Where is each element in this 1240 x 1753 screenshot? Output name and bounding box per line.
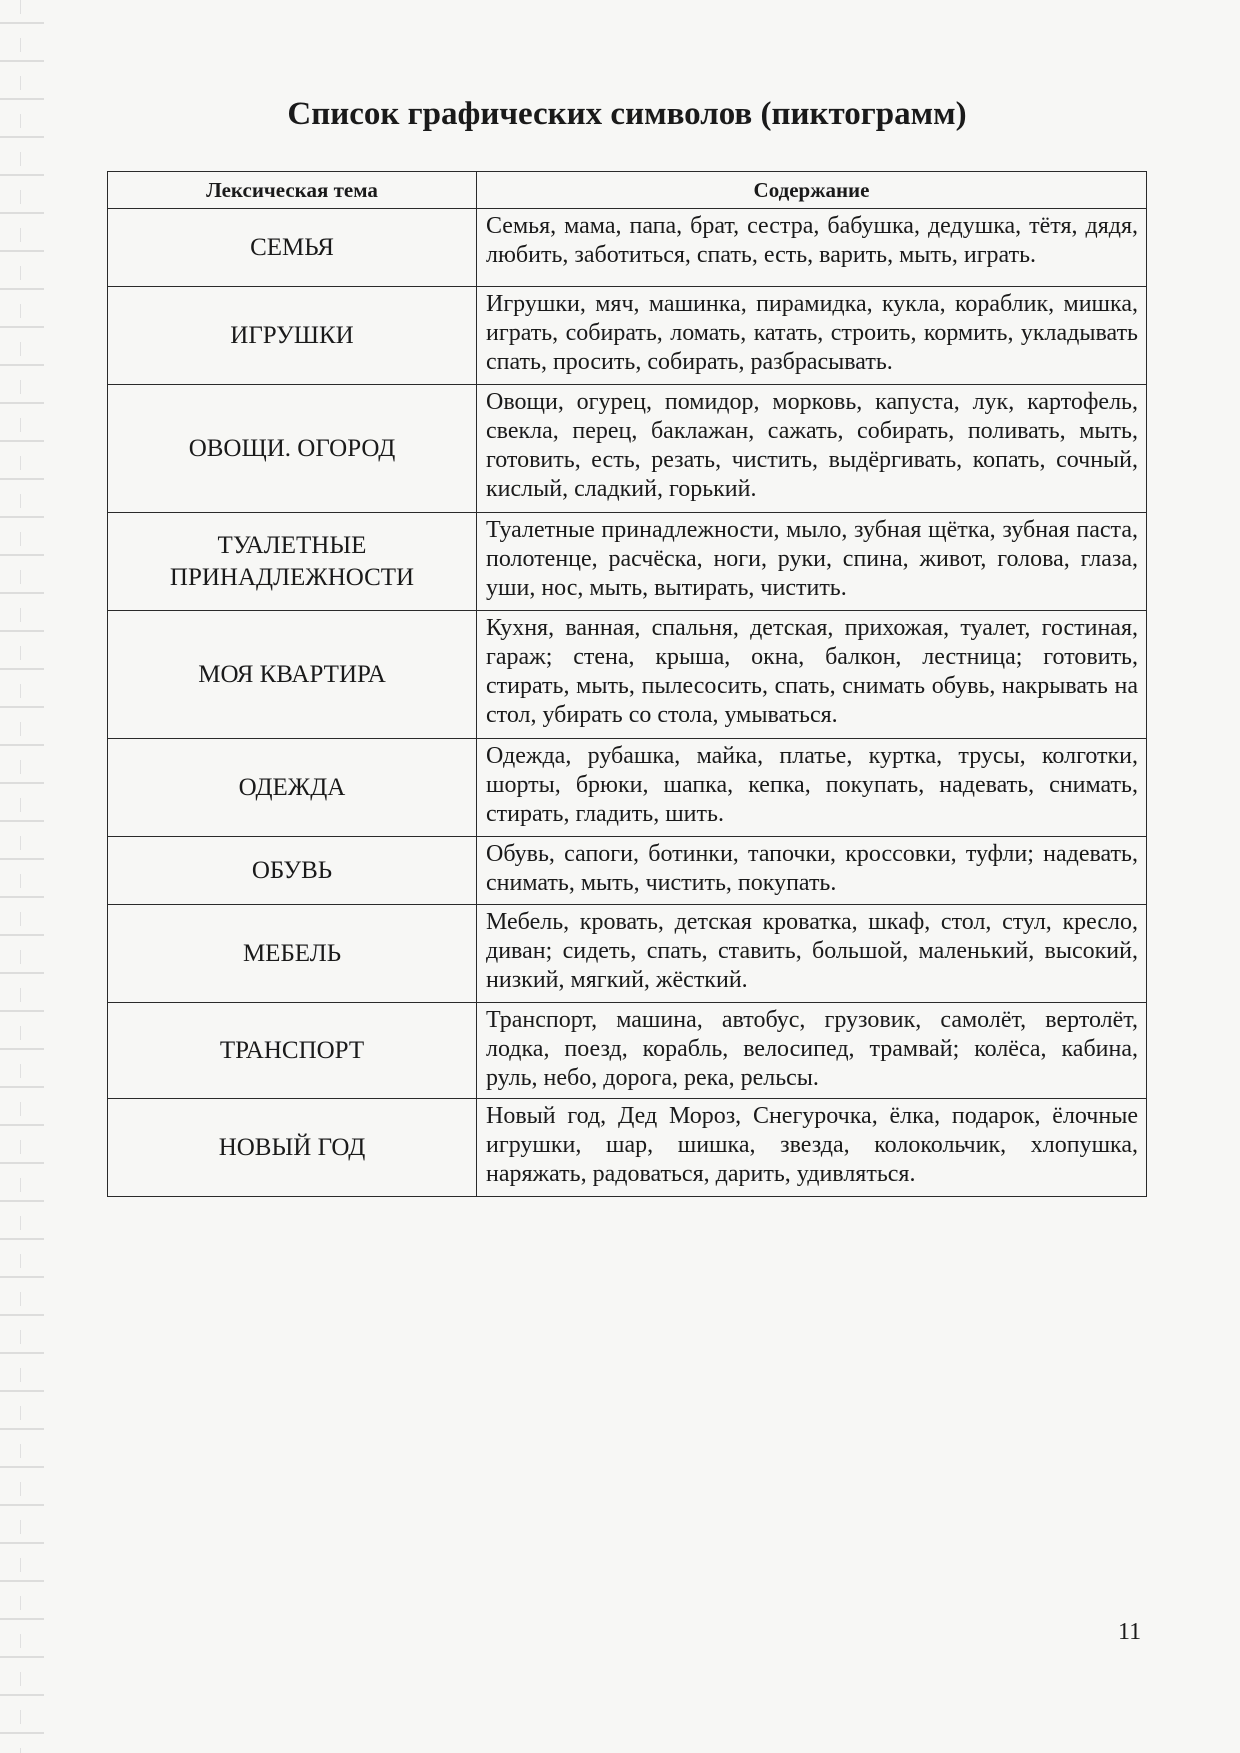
row-content: Кухня, ванная, спальня, детская, прихожая, туалет, гостиная, гараж; стена, крыша, окна, балкон, лестница; готовить, стирать, мыть, пылесосить, спать, снимать обувь, накрывать на стол, убирать со стола, умываться. [477, 611, 1147, 739]
row-content: Мебель, кровать, детская кроватка, шкаф, стол, стул, кресло, диван; сидеть, спать, ставить, большой, маленький, высокий, низкий, мягкий, жёсткий. [477, 905, 1147, 1003]
table-row [108, 837, 1147, 905]
table-row [108, 385, 1147, 513]
table-row [108, 1099, 1147, 1197]
pictogram-table [107, 171, 1147, 1197]
row-topic: ИГРУШКИ [108, 287, 477, 385]
row-topic: МЕБЕЛЬ [108, 905, 477, 1003]
row-content: Игрушки, мяч, машинка, пирамидка, кукла, кораблик, мишка, играть, собирать, ломать, катать, строить, кормить, укладывать спать, просить, собирать, разбрасывать. [477, 287, 1147, 385]
table-row [108, 611, 1147, 739]
table-header-row [108, 172, 1147, 209]
page-number: 11 [1118, 1619, 1142, 1645]
page-title: Список графических символов (пиктограмм) [287, 96, 967, 132]
row-content: Семья, мама, папа, брат, сестра, бабушка, дедушка, тётя, дядя, любить, заботиться, спать, есть, варить, мыть, играть. [477, 209, 1147, 287]
table-row [108, 287, 1147, 385]
spiral-binding-marks [0, 0, 44, 1753]
table-row [108, 905, 1147, 1003]
row-topic: ОДЕЖДА [108, 739, 477, 837]
row-topic: ТРАНСПОРТ [108, 1003, 477, 1099]
row-topic: МОЯ КВАРТИРА [108, 611, 477, 739]
row-content: Овощи, огурец, помидор, морковь, капуста, лук, картофель, свекла, перец, баклажан, сажать, собирать, поливать, мыть, готовить, есть, резать, чистить, выдёргивать, копать, сочный, кислый, сладкий, горький. [477, 385, 1147, 513]
table-row [108, 209, 1147, 287]
table-row [108, 1003, 1147, 1099]
row-topic: ОБУВЬ [108, 837, 477, 905]
table-row [108, 739, 1147, 837]
row-content: Новый год, Дед Мороз, Снегурочка, ёлка, подарок, ёлочные игрушки, шар, шишка, звезда, колокольчик, хлопушка, наряжать, радоваться, дарить, удивляться. [477, 1099, 1147, 1197]
table-row [108, 513, 1147, 611]
header-lexical-topic: Лексическая тема [108, 172, 477, 209]
row-content: Обувь, сапоги, ботинки, тапочки, кроссовки, туфли; надевать, снимать, мыть, чистить, покупать. [477, 837, 1147, 905]
row-content: Транспорт, машина, автобус, грузовик, самолёт, вертолёт, лодка, поезд, корабль, велосипед, трамвай; колёса, кабина, руль, небо, дорога, река, рельсы. [477, 1003, 1147, 1099]
row-content: Одежда, рубашка, майка, платье, куртка, трусы, колготки, шорты, брюки, шапка, кепка, покупать, надевать, снимать, стирать, гладить, шить. [477, 739, 1147, 837]
row-topic: СЕМЬЯ [108, 209, 477, 287]
row-topic: ОВОЩИ. ОГОРОД [108, 385, 477, 513]
header-content: Содержание [477, 172, 1147, 209]
row-content: Туалетные принадлежности, мыло, зубная щётка, зубная паста, полотенце, расчёска, ноги, руки, спина, живот, голова, глаза, уши, нос, мыть, вытирать, чистить. [477, 513, 1147, 611]
row-topic: НОВЫЙ ГОД [108, 1099, 477, 1197]
row-topic: ТУАЛЕТНЫЕ ПРИНАДЛЕЖНОСТИ [108, 513, 477, 611]
